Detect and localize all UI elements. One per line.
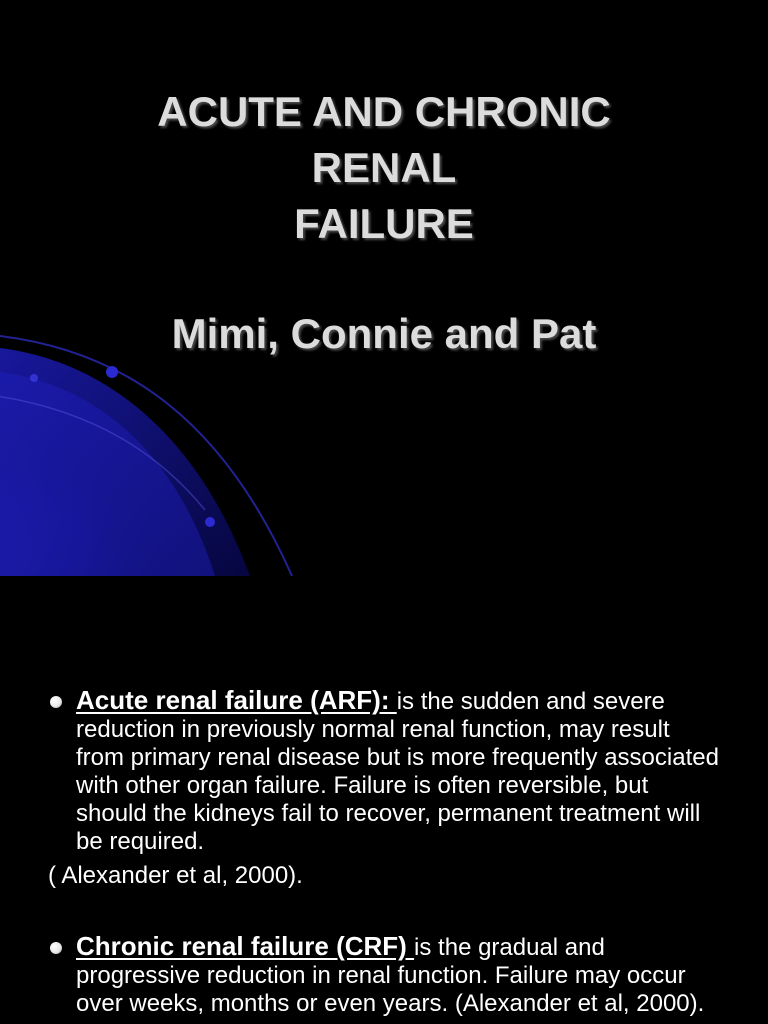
slide-title-line: RENAL: [311, 144, 457, 191]
term-arf: Acute renal failure (ARF):: [76, 685, 397, 715]
definition-crf: is the gradual and progressive reduction in renal function. Failure may occur over weeks, months or even years. (Alexander et al, 2000).: [76, 934, 705, 1017]
bullet-item-crf: [0, 932, 768, 1018]
slide-authors: Mimi, Connie and Pat: [171, 310, 597, 357]
slide-title-line: ACUTE AND CHRONIC: [157, 88, 611, 135]
bullet-dot-icon: [50, 696, 62, 708]
bullet-list: [0, 686, 768, 1018]
title-block: [0, 84, 768, 362]
definitions-slide: [0, 576, 768, 1024]
slide-title-line: FAILURE: [294, 200, 474, 247]
term-crf: Chronic renal failure (CRF): [76, 931, 415, 961]
definition-arf: is the sudden and severe reduction in previously normal renal function, may result from primary renal disease but is more frequently associated with other organ failure. Failure is often reversible, but should the kidneys fail to recover, permanent treatment will be required.: [76, 688, 719, 855]
bullet-dot-icon: [50, 942, 62, 954]
citation: ( Alexander et al, 2000).: [48, 862, 303, 889]
bullet-item-arf: [0, 686, 768, 856]
